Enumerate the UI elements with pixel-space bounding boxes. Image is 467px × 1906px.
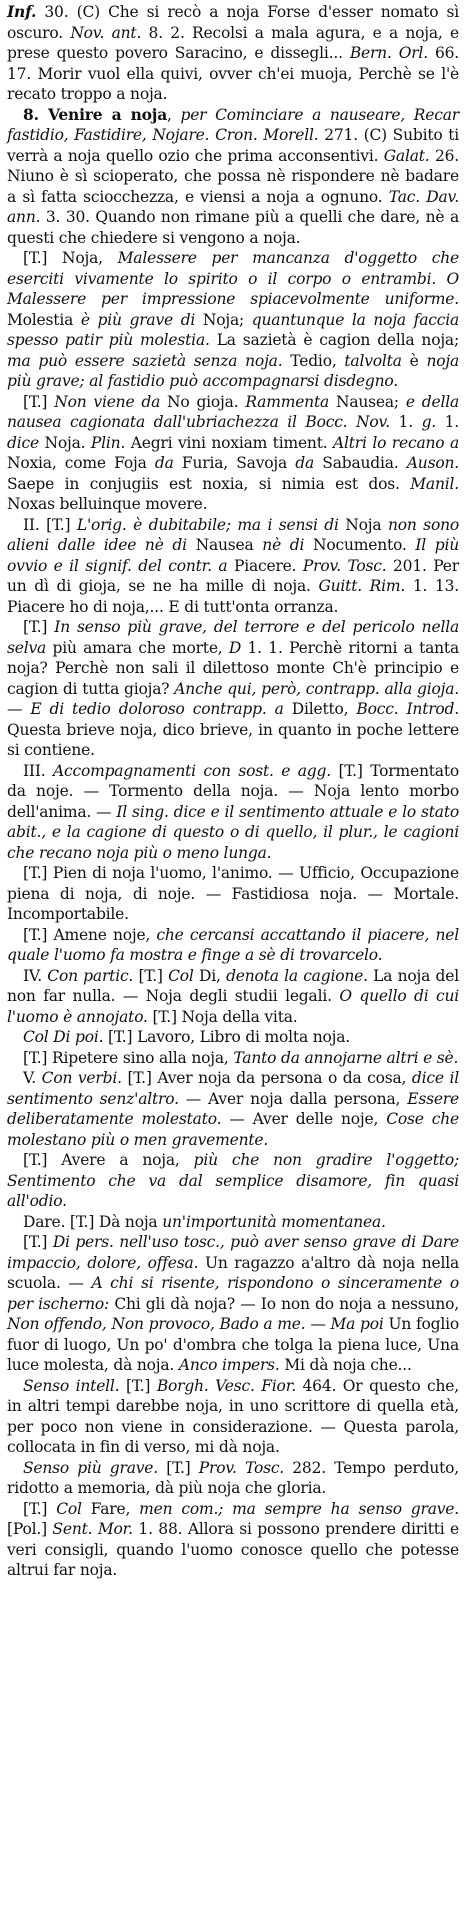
text-segment: O quello di cui l'uomo è annojato.	[7, 987, 459, 1026]
text-segment: Auson.	[406, 454, 459, 472]
text-segment: —	[7, 700, 31, 718]
text-segment: Chi gli dà noja? — Io non do noja a nessuno,	[109, 1294, 459, 1313]
text-segment: La noja del non far nulla. — Noja degli studii legali.	[7, 966, 459, 1005]
text-segment: Diletto,	[283, 700, 357, 718]
dictionary-paragraph-14	[7, 1150, 459, 1212]
text-segment: Noja;	[195, 310, 252, 329]
text-segment: Nausea	[186, 536, 263, 554]
dictionary-paragraph-6	[7, 617, 459, 761]
text-segment: da	[154, 454, 174, 472]
text-segment: III.	[23, 761, 53, 780]
text-segment: [T.]	[119, 1376, 157, 1395]
text-segment: non sono alieni dalle idee nè di	[7, 515, 459, 554]
text-segment: 1.	[389, 413, 422, 431]
text-segment: Aegri vini noxiam timent.	[125, 433, 334, 452]
text-segment: 30. (C) Che si recò a noja Forse d'esser nomato sì oscuro.	[7, 3, 459, 42]
text-segment: Tanto da annojarne altri e sè.	[233, 1048, 459, 1067]
dictionary-paragraph-17	[7, 1376, 459, 1458]
dictionary-paragraph-1	[7, 2, 459, 105]
text-segment: 8. 2. Recolsi a mala agura, e a noja, e prese questo povero Saracino, e dissegli...	[7, 23, 459, 62]
text-segment: Prov. Tosc.	[198, 1458, 285, 1477]
text-segment: [T.] Pien di noja l'uomo, l'animo. — Ufficio, Occupazione piena di noja, di noje. — Fastidiosa noja. — Mortale. Incomportabile.	[7, 864, 459, 923]
text-segment: dice il sentimento senz'altro.	[7, 1069, 459, 1108]
text-segment: Bocc. Introd.	[356, 700, 460, 718]
text-segment: Accompagnamenti con sost. e agg.	[53, 761, 331, 780]
text-segment: è più grave di	[80, 310, 196, 329]
text-segment: Dare. [T.] Dà noja	[23, 1212, 163, 1231]
text-segment: Di,	[193, 966, 227, 985]
text-segment: da	[295, 454, 315, 472]
text-segment: men com.; ma sempre ha senso grave.	[139, 1499, 460, 1518]
text-segment: talvolta	[344, 351, 402, 370]
text-segment: Con partic.	[47, 966, 134, 985]
text-segment: Borgh. Vesc. Fior.	[156, 1376, 296, 1395]
text-segment: Noja.	[38, 433, 91, 452]
text-segment: Bern. Orl.	[349, 44, 428, 62]
text-segment: 3. 30. Quando non rimane più a quelli che dare, nè a questi che chiedere si vengono a noja.	[7, 208, 459, 247]
dictionary-paragraph-13	[7, 1068, 459, 1150]
text-segment: L'orig. è dubitabile; ma i sensi di	[76, 515, 339, 534]
text-segment: Nov. ant.	[70, 23, 142, 42]
text-segment: Saepe in conjugiis est noxia, si nimia est dos.	[7, 474, 411, 493]
text-segment: 201. Per un dì di gioja, se ne ha mille di noja.	[7, 556, 459, 595]
text-segment: g.	[421, 413, 437, 431]
dictionary-paragraph-7	[7, 761, 459, 864]
text-segment: ma può essere sazietà senza noja.	[7, 351, 283, 370]
text-segment: Non offendo, Non provoco, Bado a me.	[7, 1315, 306, 1333]
text-segment: 1. 1. Perchè ritorni a tanta noja? Perchè non sali il dilettoso monte Ch'è principio e cagion di tutta gioja?	[7, 638, 460, 698]
text-segment: Cose che molestano più o men gravemente.	[7, 1110, 459, 1149]
text-segment: Anche qui, però, contrapp. alla gioja.	[174, 679, 460, 698]
text-segment: noja più grave; al fastidio può accompagnarsi disdegno.	[7, 351, 459, 390]
text-segment: Noja	[338, 515, 388, 534]
text-segment: —	[305, 1315, 331, 1333]
text-segment: [T.]	[133, 966, 169, 985]
text-segment: Furia, Savoja	[173, 454, 296, 472]
text-segment: 1. 88. Allora si possono prendere diritti e veri consigli, quando l'uomo conosce quello che potesse altrui far noja.	[7, 1520, 459, 1579]
text-segment: Sabaudia.	[314, 454, 407, 472]
text-segment: Molestia	[7, 310, 81, 329]
text-segment: è	[401, 351, 427, 370]
text-segment: [T.] Amene noje,	[23, 925, 157, 944]
text-segment: A chi si risente, rispondono o sinceramente o per ischerno:	[7, 1274, 459, 1313]
dictionary-paragraph-4	[7, 392, 459, 515]
text-segment: 282. Tempo perduto, ridotto a memoria, dà più noja che gloria.	[7, 1458, 459, 1497]
text-segment: Senso più grave.	[23, 1458, 159, 1477]
text-segment: E di tedio doloroso contrapp. a	[30, 700, 284, 718]
dictionary-paragraph-5	[7, 515, 459, 618]
text-segment: [Pol.]	[7, 1520, 53, 1538]
text-segment: Con verbi.	[41, 1069, 122, 1087]
text-segment: Anco impers.	[178, 1356, 280, 1374]
text-segment: Un ragazzo a'altro dà noja nella scuola. —	[7, 1253, 459, 1292]
text-segment: Ma poi	[330, 1315, 384, 1333]
dictionary-paragraph-16	[7, 1232, 459, 1376]
text-segment: dice	[7, 433, 39, 452]
text-segment: [T.]	[158, 1458, 199, 1477]
dictionary-paragraph-18	[7, 1458, 459, 1499]
text-segment: [T.] Lavoro, Libro di molta noja.	[103, 1028, 351, 1046]
text-segment: — Aver noja dalla persona,	[178, 1089, 408, 1108]
text-segment: Galat.	[383, 146, 430, 165]
text-segment: Tac. Dav. ann.	[7, 187, 459, 226]
text-segment: Il più ovvio e il signif. del contr. a	[7, 536, 459, 575]
text-segment: La sazietà è cagion della noja;	[209, 331, 459, 349]
text-segment: Questa brieve noja, dico brieve, in quanto in poche lettere si contiene.	[7, 720, 459, 759]
text-segment: 1. 13. Piacere ho di noja,... E di tutt'onta orranza.	[7, 577, 459, 616]
text-segment: più che non gradire l'oggetto; Sentimento che va dal semplice disamore, fin quasi all'odio.	[7, 1151, 459, 1210]
dictionary-paragraph-11	[7, 1027, 459, 1048]
text-segment: Nocumento.	[304, 536, 416, 554]
text-segment: [T.] Aver noja da persona o da cosa,	[121, 1069, 412, 1087]
text-segment: Altri lo recano a	[333, 433, 459, 452]
text-segment: Il sing. dice e il sentimento attuale e lo stato abit., e la cagione di questo o di quello, il plur., le cagioni che recano noja più o meno lunga.	[7, 802, 459, 862]
text-segment: e della nausea cagionata dall'ubriachezza il Bocc. Nov.	[7, 392, 459, 431]
text-segment: IV.	[23, 966, 48, 985]
text-segment: Col	[56, 1499, 82, 1518]
text-segment: Un foglio fuor di luogo, Un po' d'ombra che tolga la piena luce, Una luce molesta, dà noja.	[7, 1315, 459, 1374]
text-segment: II. [T.]	[23, 515, 77, 534]
text-segment: [T.]	[23, 618, 55, 636]
text-segment: quantunque la noja faccia spesso patir più molestia.	[7, 310, 460, 349]
text-segment: Non viene da	[54, 392, 161, 411]
text-segment: Senso intell.	[23, 1376, 120, 1395]
text-segment: 464. Or questo che, in altri tempi darebbe noja, in uno scrittore di quella età, per poco non viene in considerazione. — Questa parola, collocata in fin di verso, mi dà noja.	[7, 1376, 459, 1456]
text-segment: [T.] Ripetere sino alla noja,	[23, 1048, 234, 1067]
text-segment: Col	[168, 966, 194, 985]
dictionary-paragraph-19	[7, 1499, 459, 1581]
text-segment: [T.] Noja,	[23, 249, 118, 267]
text-segment: ,	[167, 105, 181, 124]
text-segment: Col Di poi.	[23, 1028, 104, 1046]
text-segment: [T.]	[23, 392, 55, 411]
text-segment: Sent. Mor.	[52, 1520, 133, 1538]
dictionary-paragraph-12	[7, 1048, 459, 1069]
text-segment: Manil.	[410, 474, 459, 493]
text-segment: Mi dà noja che...	[279, 1356, 412, 1374]
dictionary-paragraph-9	[7, 925, 459, 966]
text-segment: Dare impaccio, dolore, offesa.	[7, 1233, 459, 1272]
text-segment: Prov. Tosc.	[302, 556, 387, 575]
text-segment: 1.	[436, 413, 460, 431]
text-segment: In senso più grave, del terrore e del pericolo nella selva	[7, 618, 459, 657]
text-segment: No gioja.	[160, 392, 246, 411]
text-segment: Di pers. nell'uso tosc., può aver senso grave di	[52, 1233, 417, 1251]
text-segment: — Aver delle noje,	[221, 1110, 387, 1128]
text-segment: [T.]	[23, 1499, 57, 1518]
text-segment: Noxas belluinque movere.	[7, 495, 208, 513]
text-segment: Essere deliberatamente molestato.	[7, 1089, 459, 1128]
text-segment: più amara che morte,	[46, 638, 229, 657]
text-segment: Plin.	[90, 433, 126, 452]
text-segment: Noxia, come Foja	[7, 454, 155, 472]
text-segment: per Cominciare a nauseare, Recar fastidio, Fastidire, Nojare. Cron. Morell.	[7, 105, 459, 144]
text-segment: 26. Niuno è sì scioperato, che possa nè rispondere nè badare a sì fatta sciocchezza, e viensi a noja a ognuno.	[7, 146, 459, 206]
text-segment: un'importunità momentanea.	[162, 1212, 386, 1231]
text-segment: D	[228, 638, 242, 657]
text-segment: denota la cagione.	[226, 966, 368, 985]
text-segment: [T.] Tormentato da noje. — Tormento della noja. — Noja lento morbo dell'anima. —	[7, 761, 459, 821]
text-segment: [T.]	[23, 1233, 53, 1251]
text-segment: Guitt. Rim.	[318, 577, 406, 595]
text-segment: Rammenta	[245, 392, 330, 411]
text-segment: 66. 17. Morir vuol ella quivi, ovver ch'ei muoja, Perchè se l'è recato troppo a noja.	[7, 44, 459, 103]
text-segment: Malessere per mancanza d'oggetto che eserciti vivamente lo spirito o il corpo o entrambi. O Malessere per impressione spiacevolmente uniforme.	[7, 249, 460, 308]
dictionary-paragraph-10	[7, 966, 459, 1028]
text-segment: Tedio,	[282, 351, 345, 370]
text-segment: nè di	[262, 536, 305, 554]
text-segment: [T.] Avere a noja,	[23, 1151, 194, 1169]
text-segment: 8. Venire a noja	[23, 104, 168, 124]
dictionary-paragraph-3	[7, 248, 459, 392]
text-segment: che cercansi accattando il piacere, nel quale l'uomo fa mostra e finge a sè di trovarcelo.	[7, 925, 459, 964]
text-segment: 271. (C) Subito ti verrà a noja quello ozio che prima acconsentivi.	[7, 126, 459, 165]
text-segment: [T.] Noja della vita.	[147, 1007, 298, 1026]
text-segment: Inf.	[7, 2, 37, 21]
dictionary-paragraph-8	[7, 863, 459, 925]
dictionary-paragraph-15	[7, 1212, 459, 1233]
dictionary-paragraph-2	[7, 105, 459, 249]
text-segment: V.	[23, 1069, 42, 1087]
text-segment: Nausea;	[329, 392, 406, 411]
text-segment: Fare,	[81, 1499, 140, 1518]
text-segment: Piacere.	[227, 556, 303, 575]
